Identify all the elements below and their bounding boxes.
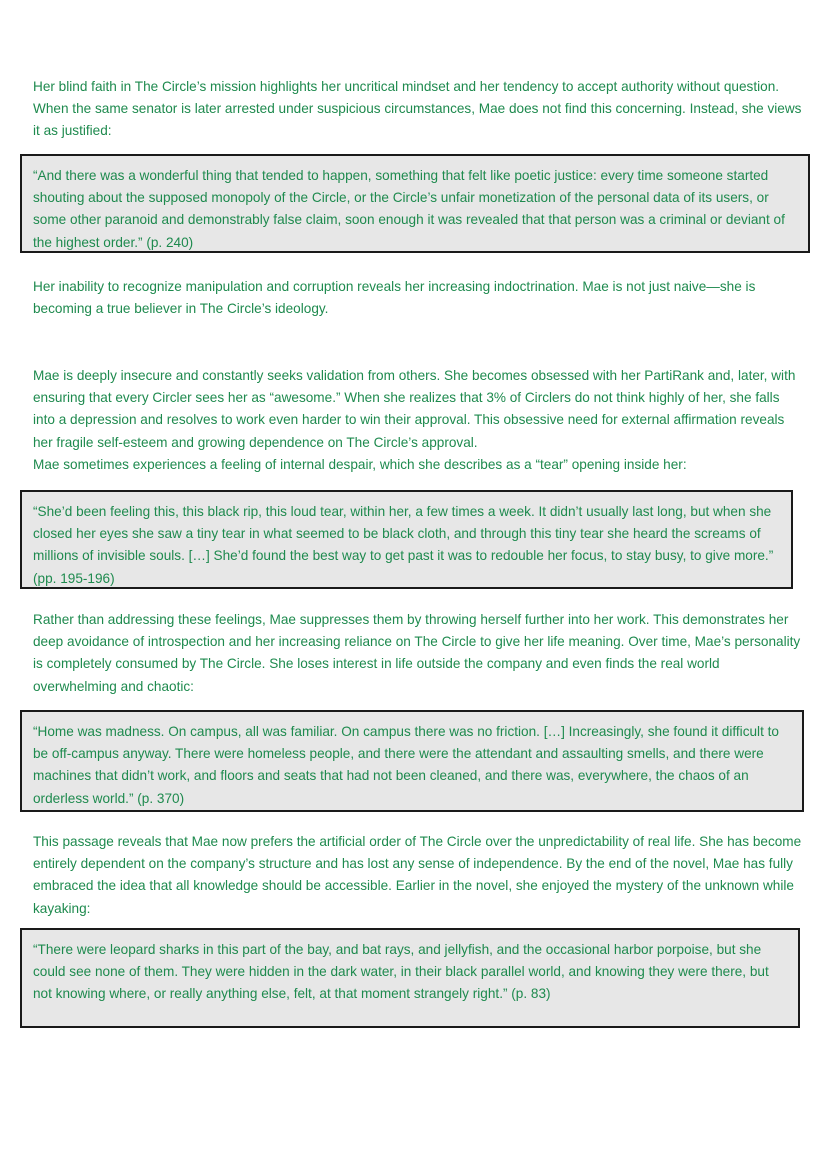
quote-text-home-madness: “Home was madness. On campus, all was familiar. On campus there was no friction. […] Increasingly, she found it difficult to be off-campus anyway. There were homeless people, and there were the attendant and assaulting smells, and there were machines that didn’t work, and floors and seats that had not been cleaned, and there was, everywhere, the chaos of an orderless world.” (p. 370) [33, 724, 779, 806]
quote-box-black-rip [20, 490, 793, 589]
paragraph-blind-faith: Her blind faith in The Circle’s mission highlights her uncritical mindset and her tendency to accept authority without question. When the same senator is later arrested under suspicious circumstances, Mae does not find this concerning. Instead, she views it as justified: [33, 79, 802, 139]
quote-box-poetic-justice [20, 154, 810, 253]
paragraph-indoctrination: Her inability to recognize manipulation and corruption reveals her increasing indoctrination. Mae is not just naive—she is becoming a true believer in The Circle’s ideology. [33, 279, 756, 317]
paragraph-suppression: Rather than addressing these feelings, Mae suppresses them by throwing herself further into her work. This demonstrates her deep avoidance of introspection and her increasing reliance on The Circle to give her life meaning. Over time, Mae’s personality is completely consumed by The Circle. She loses interest in life outside the company and even finds the real world overwhelming and chaotic: [33, 612, 801, 694]
quote-text-poetic-justice: “And there was a wonderful thing that tended to happen, something that felt like poetic justice: every time someone started shouting about the supposed monopoly of the Circle, or the Circle’s unfair monetization of the personal data of its users, or some other paranoid and demonstrably false claim, soon enough it was revealed that that person was a criminal or deviant of the highest order.” (p. 240) [33, 168, 785, 250]
paragraph-artificial-order: This passage reveals that Mae now prefers the artificial order of The Circle over the unpredictability of real life. She has become entirely dependent on the company’s structure and has lost any sense of independence. By the end of the novel, Mae has fully embraced the idea that all knowledge should be accessible. Earlier in the novel, she enjoyed the mystery of the unknown while kayaking: [33, 834, 802, 916]
quote-text-black-rip: “She’d been feeling this, this black rip, this loud tear, within her, a few times a week. It didn’t usually last long, but when she closed her eyes she saw a tiny tear in what seemed to be black cloth, and through this tiny tear she heard the screams of millions of invisible souls. […] She’d found the best way to get past it was to redouble her focus, to stay busy, to give more.” (pp. 195-196) [33, 504, 774, 586]
paragraph-internal-despair: Mae sometimes experiences a feeling of internal despair, which she describes as a “tear” opening inside her: [33, 457, 687, 472]
quote-box-home-madness [20, 710, 804, 812]
quote-box-leopard-sharks [20, 928, 800, 1028]
paragraph-insecurity: Mae is deeply insecure and constantly seeks validation from others. She becomes obsessed with her PartiRank and, later, with ensuring that every Circler sees her as “awesome.” When she realizes that 3% of Circlers do not think highly of her, she falls into a depression and resolves to work even harder to win their approval. This obsessive need for external affirmation reveals her fragile self-esteem and growing dependence on The Circle’s approval. [33, 368, 796, 450]
quote-text-leopard-sharks: “There were leopard sharks in this part of the bay, and bat rays, and jellyfish, and the occasional harbor porpoise, but she could see none of them. They were hidden in the dark water, in their black parallel world, and knowing they were there, but not knowing where, or really anything else, felt, at that moment strangely right.” (p. 83) [33, 942, 769, 1002]
